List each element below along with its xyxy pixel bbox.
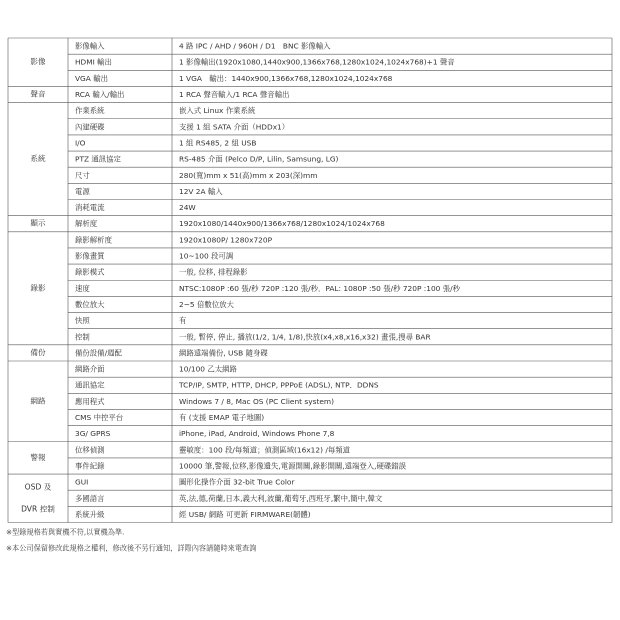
spec-label: 位移偵測: [75, 445, 105, 455]
spec-value: 1920x1080/1440x900/1366x768/1280x1024/1024x768: [179, 219, 385, 229]
spec-label: HDMI 輸出: [75, 57, 112, 67]
section-category: 顯示: [30, 218, 46, 228]
spec-value: 4 路 IPC / AHD / 960H / D1 BNC 影像輸入: [179, 41, 331, 51]
section-category: 網路: [30, 396, 46, 406]
section-category: 錄影: [30, 283, 46, 293]
spec-label: 3G/ GPRS: [75, 429, 111, 439]
spec-value: 靈敏度：100 段/每頻道；偵測區域(16x12) /每頻道: [179, 445, 350, 455]
spec-value: 10/100 乙太網路: [179, 364, 237, 374]
spec-label: 錄影模式: [75, 267, 105, 277]
spec-label: 影像畫質: [75, 251, 105, 261]
spec-label: 數位放大: [75, 299, 105, 309]
footnote: ※型錄規格若與實機不符,以實機為準.: [6, 527, 125, 537]
spec-value: TCP/IP, SMTP, HTTP, DHCP, PPPoE (ADSL), NTP．DDNS: [179, 380, 379, 390]
section-category: 影像: [30, 57, 46, 67]
spec-label: PTZ 通訊協定: [75, 154, 121, 164]
section-category: OSD 及: [24, 482, 52, 492]
spec-label: 解析度: [75, 219, 98, 229]
spec-value: 有 (支援 EMAP 電子地圖): [179, 413, 265, 423]
spec-value: 一般, 暫停, 停止, 播放(1/2, 1/4, 1/8),快放(x4,x8,x16,x32) 畫張,搜尋 BAR: [179, 332, 431, 342]
spec-label: 系統升級: [75, 509, 105, 519]
spec-value: iPhone, iPad, Android, Windows Phone 7,8: [179, 429, 335, 439]
spec-value: RS-485 介面 (Pelco D/P, Lilin, Samsung, LG): [179, 154, 339, 164]
spec-value: 1920x1080P/ 1280x720P: [179, 235, 273, 245]
spec-value: 10~100 段可調: [179, 251, 234, 261]
spec-label: 控制: [75, 332, 90, 342]
spec-label: 網路介面: [75, 364, 105, 374]
spec-value: 2~5 倍數位放大: [179, 299, 234, 309]
spec-label: 內建硬碟: [75, 122, 105, 132]
spec-value: 圖形化操作介面 32-bit True Color: [179, 477, 295, 487]
spec-label: 通訊協定: [75, 380, 105, 390]
spec-value: 1 影像輸出(1920x1080,1440x900,1366x768,1280x1024,1024x768)+1 聲音: [179, 57, 455, 67]
spec-label: 多國語言: [75, 493, 105, 503]
spec-label: 快照: [75, 316, 90, 326]
spec-label: 影像輸入: [75, 41, 105, 51]
spec-label: 錄影解析度: [75, 235, 112, 245]
spec-label: 作業系統: [75, 106, 105, 116]
spec-value: 支援 1 組 SATA 介面（HDDx1）: [179, 122, 290, 132]
spec-label: 消耗電流: [75, 203, 105, 213]
section-category: 聲音: [30, 89, 46, 99]
spec-value: 12V 2A 輸入: [179, 186, 223, 196]
spec-value: 英,法,德,荷蘭,日本,義大利,波蘭,葡萄牙,西班牙,繁中,簡中,韓文: [179, 493, 383, 503]
spec-value: 一般, 位移, 排程錄影: [179, 267, 248, 277]
section-category: DVR 控制: [21, 504, 55, 514]
spec-label: 事件紀錄: [75, 461, 105, 471]
spec-value: 嵌入式 Linux 作業系統: [179, 106, 256, 116]
spec-label: RCA 輸入/輸出: [75, 90, 125, 100]
spec-value: 1 VGA 輸出：1440x900,1366x768,1280x1024,1024x768: [179, 73, 393, 83]
spec-label: 速度: [75, 283, 90, 293]
spec-label: 應用程式: [75, 396, 105, 406]
spec-value: 10000 筆,警報,位移,影像遺失,電源開關,錄影開關,遠端登入,硬碟錯誤: [179, 461, 407, 471]
spec-value: 網路遠端備份, USB 隨身碟: [179, 348, 268, 358]
footnote: ※本公司保留修改此規格之權利，修改後不另行通知，詳際內容請隨時來電查詢: [6, 543, 257, 553]
spec-label: GUI: [75, 477, 89, 487]
spec-label: CMS 中控平台: [75, 413, 124, 423]
spec-value: 經 USB/ 網路 可更新 FIRMWARE(韌體): [179, 509, 311, 519]
spec-value: 1 RCA 聲音輸入/1 RCA 聲音輸出: [179, 90, 290, 100]
section-category: 警報: [30, 452, 46, 462]
spec-value: Windows 7 / 8, Mac OS (PC Client system): [179, 396, 335, 406]
section-category: 系統: [30, 154, 46, 164]
spec-label: 備份設備/週配: [75, 348, 122, 358]
spec-value: 1 組 RS485, 2 組 USB: [179, 138, 257, 148]
spec-value: 280(寬)mm x 51(高)mm x 203(深)mm: [179, 170, 318, 180]
spec-value: 24W: [179, 203, 196, 213]
spec-label: 尺寸: [75, 170, 90, 180]
spec-label: I/O: [75, 138, 86, 148]
spec-value: 有: [179, 316, 187, 326]
spec-label: 電源: [75, 186, 90, 196]
spec-value: NTSC:1080P :60 張/秒 720P :120 張/秒．PAL: 1080P :50 張/秒 720P :100 張/秒: [179, 283, 460, 293]
section-category: 備份: [30, 347, 46, 357]
spec-label: VGA 輸出: [75, 73, 108, 83]
